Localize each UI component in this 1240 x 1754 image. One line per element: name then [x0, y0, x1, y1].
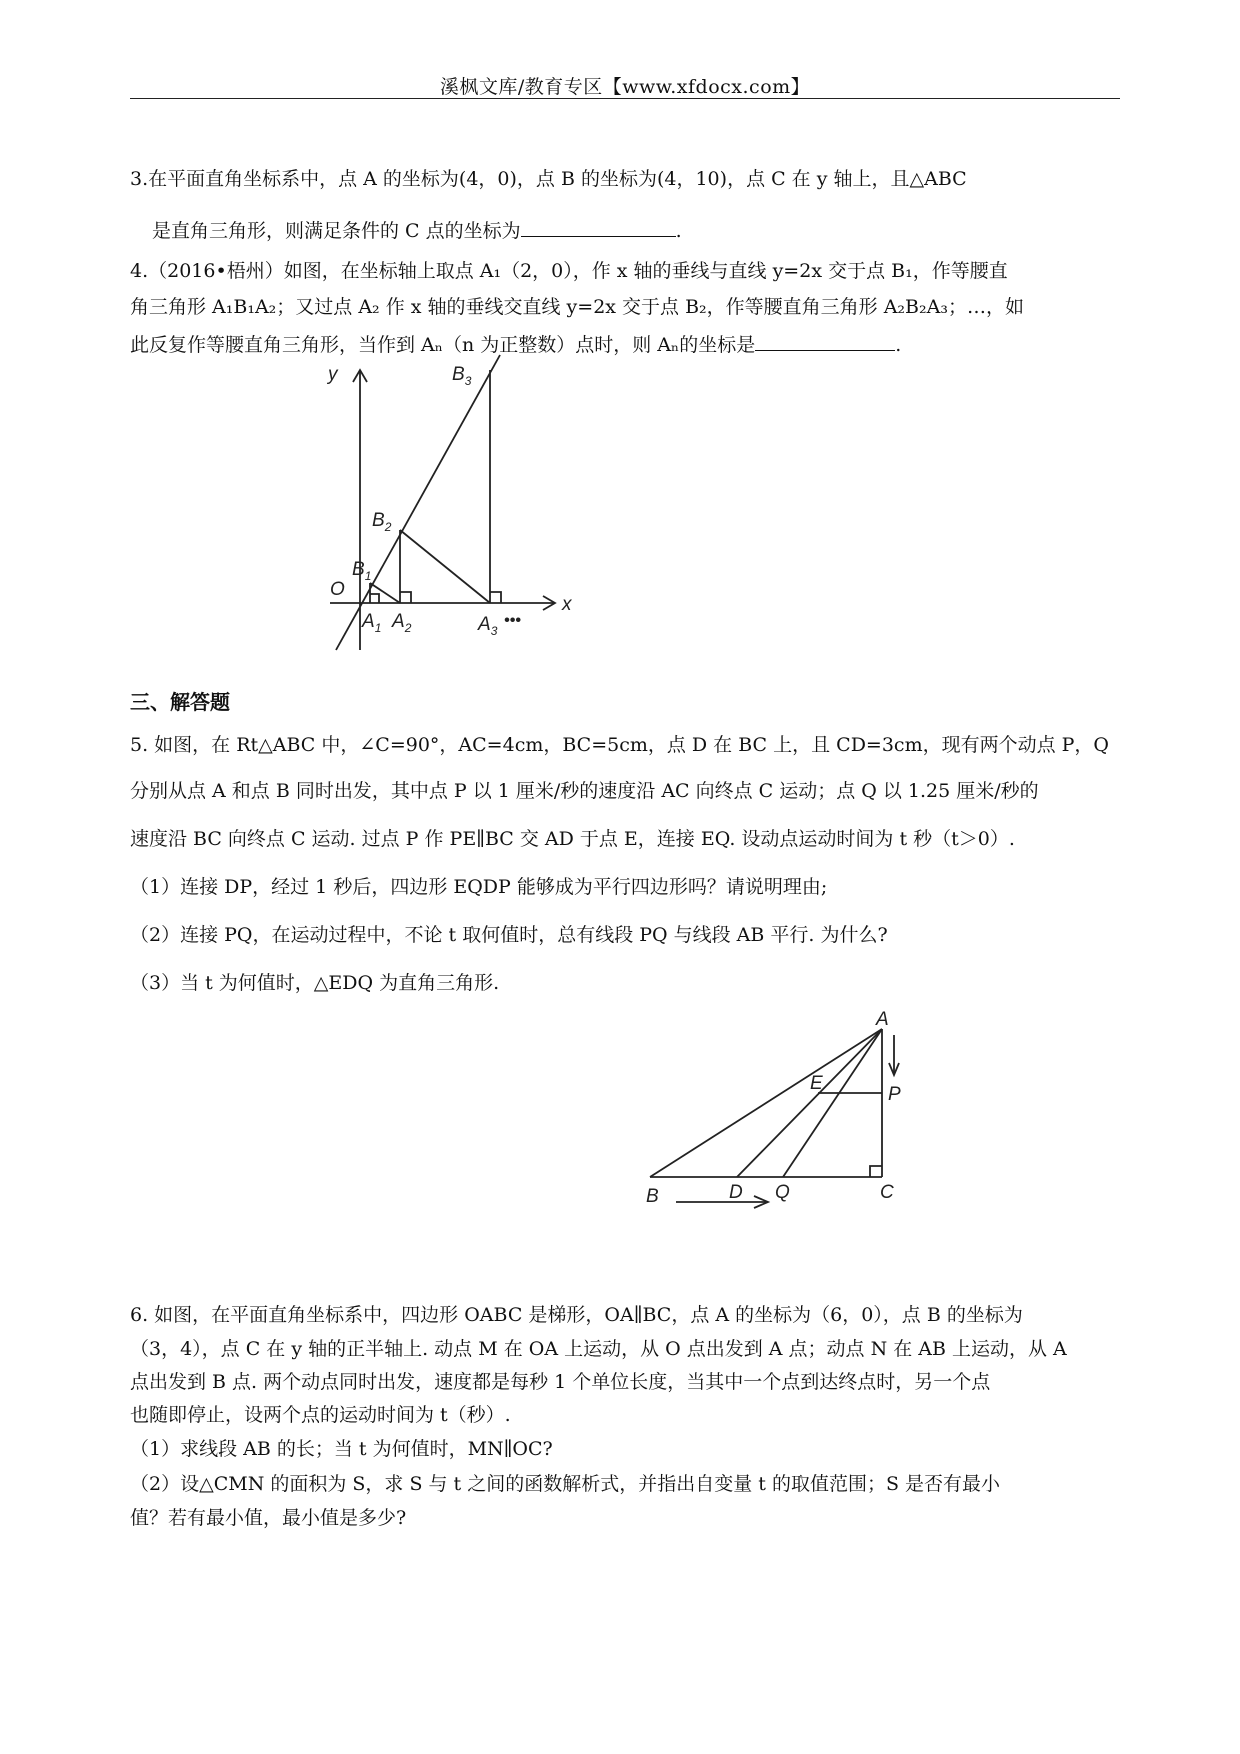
q3-line-1: 3.在平面直角坐标系中，点 A 的坐标为(4，0)，点 B 的坐标为(4，10)，点 C 在 y 轴上，且△ABC — [130, 168, 967, 190]
q5-line-1: 5. 如图，在 Rt△ABC 中，∠C=90°，AC=4cm，BC=5cm，点 D 在 BC 上，且 CD=3cm，现有两个动点 P，Q — [130, 734, 1109, 756]
q5-line-2: 分别从点 A 和点 B 同时出发，其中点 P 以 1 厘米/秒的速度沿 AC 向终点 C 运动；点 Q 以 1.25 厘米/秒的 — [130, 780, 1039, 802]
q5-sub-1: （1）连接 DP，经过 1 秒后，四边形 EQDP 能够成为平行四边形吗？请说明理由; — [130, 876, 828, 898]
segment-aq — [783, 1029, 882, 1177]
q4-line-3-end: . — [895, 334, 902, 356]
q6-line-1: 6. 如图，在平面直角坐标系中，四边形 OABC 是梯形，OA∥BC，点 A 的坐标为（6，0），点 B 的坐标为 — [130, 1304, 1023, 1326]
label-p: P — [888, 1084, 901, 1105]
segment-b1a2 — [370, 583, 400, 603]
section-heading: 三、解答题 — [130, 690, 230, 714]
label-c: C — [880, 1182, 894, 1203]
label-dots: ••• — [504, 612, 521, 629]
label-d: D — [729, 1182, 743, 1203]
page-header: 溪枫文库/教育专区【www.xfdocx.com】 — [439, 76, 811, 98]
q3-line-2 — [152, 218, 682, 241]
q3-line-2-text: 是直角三角形，则满足条件的 C 点的坐标为 — [152, 220, 521, 242]
q5-line-3: 速度沿 BC 向终点 C 运动. 过点 P 作 PE∥BC 交 AD 于点 E，连接 EQ. 设动点运动时间为 t 秒（t＞0）. — [130, 828, 1015, 850]
q6-line-2: （3，4），点 C 在 y 轴的正半轴上. 动点 M 在 OA 上运动，从 O 点出发到 A 点；动点 N 在 AB 上运动，从 A — [130, 1338, 1067, 1360]
right-angle-a2 — [400, 592, 411, 603]
segment-ad — [737, 1029, 882, 1177]
q4-line-2: 角三角形 A₁B₁A₂；又过点 A₂ 作 x 轴的垂线交直线 y=2x 交于点 B₂，作等腰直角三角形 A₂B₂A₃；…，如 — [130, 296, 1024, 318]
label-a2: $A_2$ — [392, 611, 412, 635]
label-x: x — [562, 594, 572, 615]
q6-sub-1: （1）求线段 AB 的长；当 t 为何值时，MN∥OC? — [130, 1438, 553, 1460]
right-angle-a3 — [490, 592, 501, 603]
q6-sub-2-line-1: （2）设△CMN 的面积为 S，求 S 与 t 之间的函数解析式，并指出自变量 t 的取值范围；S 是否有最小 — [130, 1473, 1000, 1495]
label-a1: $A_1$ — [362, 611, 382, 635]
q3-answer-blank — [521, 218, 676, 237]
label-b2: $B_2$ — [372, 510, 392, 534]
label-q: Q — [775, 1182, 790, 1203]
label-b3: $B_3$ — [452, 364, 472, 388]
right-angle-c — [870, 1166, 882, 1177]
figure-isosceles-triangles — [300, 350, 600, 660]
q5-sub-2: （2）连接 PQ，在运动过程中，不论 t 取何值时，总有线段 PQ 与线段 AB 平行. 为什么? — [130, 924, 888, 946]
q4-answer-blank — [755, 332, 895, 351]
segment-ab — [650, 1029, 882, 1177]
label-b: B — [646, 1186, 659, 1207]
q4-line-1: 4.（2016•梧州）如图，在坐标轴上取点 A₁（2，0），作 x 轴的垂线与直线 y=2x 交于点 B₁，作等腰直 — [130, 260, 1008, 282]
label-y: y — [328, 364, 338, 385]
label-a: A — [876, 1009, 889, 1030]
q6-line-3: 点出发到 B 点. 两个动点同时出发，速度都是每秒 1 个单位长度，当其中一个点到达终点时，另一个点 — [130, 1371, 991, 1393]
q4-line-3-text: 此反复作等腰直角三角形，当作到 Aₙ（n 为正整数）点时，则 Aₙ的坐标是 — [130, 334, 756, 356]
right-angle-a1 — [370, 594, 379, 603]
q5-sub-3: （3）当 t 为何值时，△EDQ 为直角三角形. — [130, 972, 500, 994]
header-divider — [130, 98, 1120, 99]
q3-line-2-end: . — [675, 220, 682, 242]
label-o: O — [330, 579, 345, 600]
segment-b2a3 — [400, 530, 490, 603]
label-a3: $A_3$ — [478, 614, 498, 638]
q6-sub-2-line-2: 值？若有最小值，最小值是多少? — [130, 1507, 407, 1529]
q6-line-4: 也随即停止，设两个点的运动时间为 t（秒）. — [130, 1404, 511, 1426]
figure-right-triangle-abc — [630, 1005, 920, 1215]
label-b1: $B_1$ — [352, 559, 372, 583]
label-e: E — [810, 1073, 823, 1094]
